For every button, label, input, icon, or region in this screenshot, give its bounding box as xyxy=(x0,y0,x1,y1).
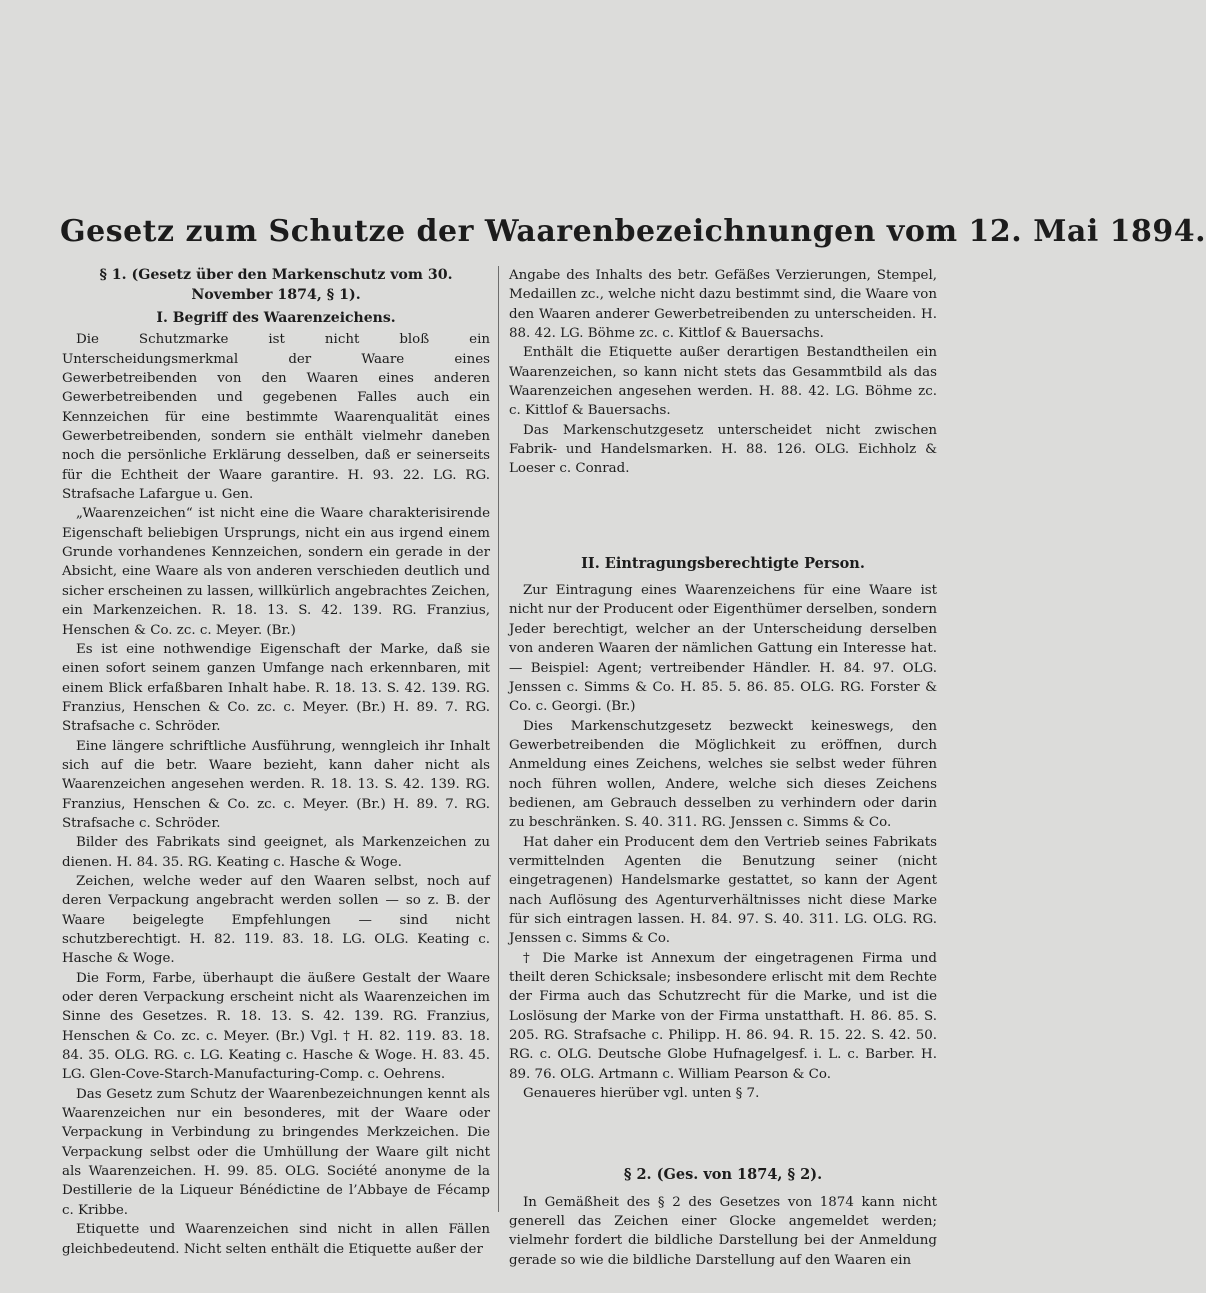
paragraph: Genaueres hierüber vgl. unten § 7. xyxy=(523,1086,760,1102)
paragraph: Zur Eintragung eines Waarenzeichens für eine Waare ist nicht nur der Producent oder Eigenthümer derselben, sondern Jeder berechtigt, welcher an der Unterscheidung derselben von anderen Waaren der nämlichen Gattung ein Interesse hat. — Beispiel: Agent; vertreibender Händler. H. 84. 97. OLG. Jenssen c. Simms & Co. H. 85. 5. 86. 85. OLG. RG. Forster & Co. c. Georgi. (Br.) xyxy=(509,583,937,715)
right-column xyxy=(509,266,937,1270)
section-heading-1: § 1. (Gesetz über den Markenschutz vom 30. November 1874, § 1). xyxy=(99,267,453,303)
column-divider xyxy=(498,266,499,1212)
paragraph: Eine längere schriftliche Ausführung, wenngleich ihr Inhalt sich auf die betr. Waare bezieht, kann daher nicht als Waarenzeichen angesehen werden. R. 18. 13. S. 42. 139. RG. Franzius, Henschen & Co. zc. c. Meyer. (Br.) H. 89. 7. RG. Strafsache c. Schröder. xyxy=(62,738,490,831)
section-heading-2: § 2. (Ges. von 1874, § 2). xyxy=(623,1166,823,1184)
paragraph: Hat daher ein Producent dem den Vertrieb seines Fabrikats vermittelnden Agenten die Benutzung seiner (nicht eingetragenen) Handelsmarke gestattet, so kann der Agent nach Auflösung des Agenturverhältnisses nicht diese Marke für sich eintragen lassen. H. 84. 97. S. 40. 311. LG. OLG. RG. Jenssen c. Simms & Co. xyxy=(509,834,937,947)
page-title: Gesetz zum Schutze der Waarenbezeichnungen vom 12. Mai 1894. xyxy=(60,214,1206,249)
part-heading-1: I. Begriff des Waarenzeichens. xyxy=(156,310,396,326)
paragraph: Etiquette und Waarenzeichen sind nicht in allen Fällen gleichbedeutend. Nicht selten enthält die Etiquette außer der xyxy=(62,1222,490,1257)
left-column xyxy=(62,266,490,1259)
paragraph: Die Schutzmarke ist nicht bloß ein Unterscheidungsmerkmal der Waare eines Gewerbetreibenden von den Waaren eines anderen Gewerbetreibenden und gegebenen Falles auch ein Kennzeichen für eine bestimmte Waarenqualität eines Gewerbetreibenden, sondern sie enthält vielmehr daneben noch die persönliche Erklärung desselben, daß er seinerseits für die Echtheit der Waare garantire. H. 93. 22. LG. RG. Strafsache Lafargue u. Gen. xyxy=(62,332,490,503)
paragraph: Zeichen, welche weder auf den Waaren selbst, noch auf deren Verpackung angebracht werden sollen — so z. B. der Waare beigelegte Empfehlungen — sind nicht schutzberechtigt. H. 82. 119. 83. 18. LG. OLG. Keating c. Hasche & Woge. xyxy=(62,873,490,967)
paragraph: † Die Marke ist Annexum der eingetragenen Firma und theilt deren Schicksale; insbesondere erlischt mit dem Rechte der Firma auch das Schutzrecht für die Marke, und ist die Loslösung der Marke von der Firma unstatthaft. H. 86. 85. S. 205. RG. Strafsache c. Philipp. H. 86. 94. R. 15. 22. S. 42. 50. RG. c. OLG. Deutsche Globe Hufnagelgesf. i. L. c. Barber. H. 89. 76. OLG. Artmann c. William Pearson & Co. xyxy=(509,950,937,1082)
paragraph: Angabe des Inhalts des betr. Gefäßes Verzierungen, Stempel, Medaillen zc., welche nicht dazu bestimmt sind, die Waare von den Waaren anderer Gewerbetreibenden zu unterscheiden. H. 88. 42. LG. Böhme zc. c. Kittlof & Bauersachs. xyxy=(509,268,937,342)
paragraph: Die Form, Farbe, überhaupt die äußere Gestalt der Waare oder deren Verpackung erscheint nicht als Waarenzeichen im Sinne des Gesetzes. R. 18. 13. S. 42. 139. RG. Franzius, Henschen & Co. zc. c. Meyer. (Br.) Vgl. † H. 82. 119. 83. 18. 84. 35. OLG. RG. c. LG. Keating c. Hasche & Woge. H. 83. 45. LG. Glen-Cove-Starch-Manufacturing-Comp. c. Oehrens. xyxy=(62,970,490,1083)
spacer xyxy=(509,479,937,554)
paragraph: Das Gesetz zum Schutz der Waarenbezeichnungen kennt als Waarenzeichen nur ein besonderes, mit der Waare oder Verpackung in Verbindung zu bringendes Merkzeichen. Die Verpackung selbst oder die Umhüllung der Waare gilt nicht als Waarenzeichen. H. 99. 85. OLG. Société anonyme de la Destillerie de la Liqueur Bénédictine de l’Abbaye de Fécamp c. Kribbe. xyxy=(62,1086,490,1218)
paragraph: „Waarenzeichen“ ist nicht eine die Waare charakterisirende Eigenschaft beliebigen Ursprungs, nicht ein aus irgend einem Grunde vorhandenes Kennzeichen, sondern ein gerade in der Absicht, eine Waare als von anderen verschieden deutlich und sicher erscheinen zu lassen, willkürlich angebrachtes Zeichen, ein Markenzeichen. R. 18. 13. S. 42. 139. RG. Franzius, Henschen & Co. zc. c. Meyer. (Br.) xyxy=(62,506,490,638)
paragraph: In Gemäßheit des § 2 des Gesetzes von 1874 kann nicht generell das Zeichen einer Glocke angemeldet werden; vielmehr fordert die bildliche Darstellung bei der Anmeldung gerade so wie die bildliche Darstellung auf den Waaren ein xyxy=(509,1194,937,1268)
paragraph: Es ist eine nothwendige Eigenschaft der Marke, daß sie einen sofort seinem ganzen Umfange nach erkennbaren, mit einem Blick erfaßbaren Inhalt habe. R. 18. 13. S. 42. 139. RG. Franzius, Henschen & Co. zc. c. Meyer. (Br.) H. 89. 7. RG. Strafsache c. Schröder. xyxy=(62,641,490,735)
spacer xyxy=(509,1103,937,1165)
part-heading-2: II. Eintragungsberechtigte Person. xyxy=(581,554,865,572)
paragraph: Dies Markenschutzgesetz bezweckt keineswegs, den Gewerbetreibenden die Möglichkeit zu eröffnen, durch Anmeldung eines Zeichens, welches sie selbst weder führen noch führen wollen, Andere, welche sich dieses Zeichens bedienen, am Gebrauch desselben zu verhindern oder darin zu beschränken. S. 40. 311. RG. Jenssen c. Simms & Co. xyxy=(509,718,937,831)
paragraph: Enthält die Etiquette außer derartigen Bestandtheilen ein Waarenzeichen, so kann nicht stets das Gesammtbild als das Waarenzeichen angesehen werden. H. 88. 42. LG. Böhme zc. c. Kittlof & Bauersachs. xyxy=(509,345,937,419)
paragraph: Bilder des Fabrikats sind geeignet, als Markenzeichen zu dienen. H. 84. 35. RG. Keating c. Hasche & Woge. xyxy=(62,835,490,870)
paragraph: Das Markenschutzgesetz unterscheidet nicht zwischen Fabrik- und Handelsmarken. H. 88. 126. OLG. Eichholz & Loeser c. Conrad. xyxy=(509,422,937,477)
